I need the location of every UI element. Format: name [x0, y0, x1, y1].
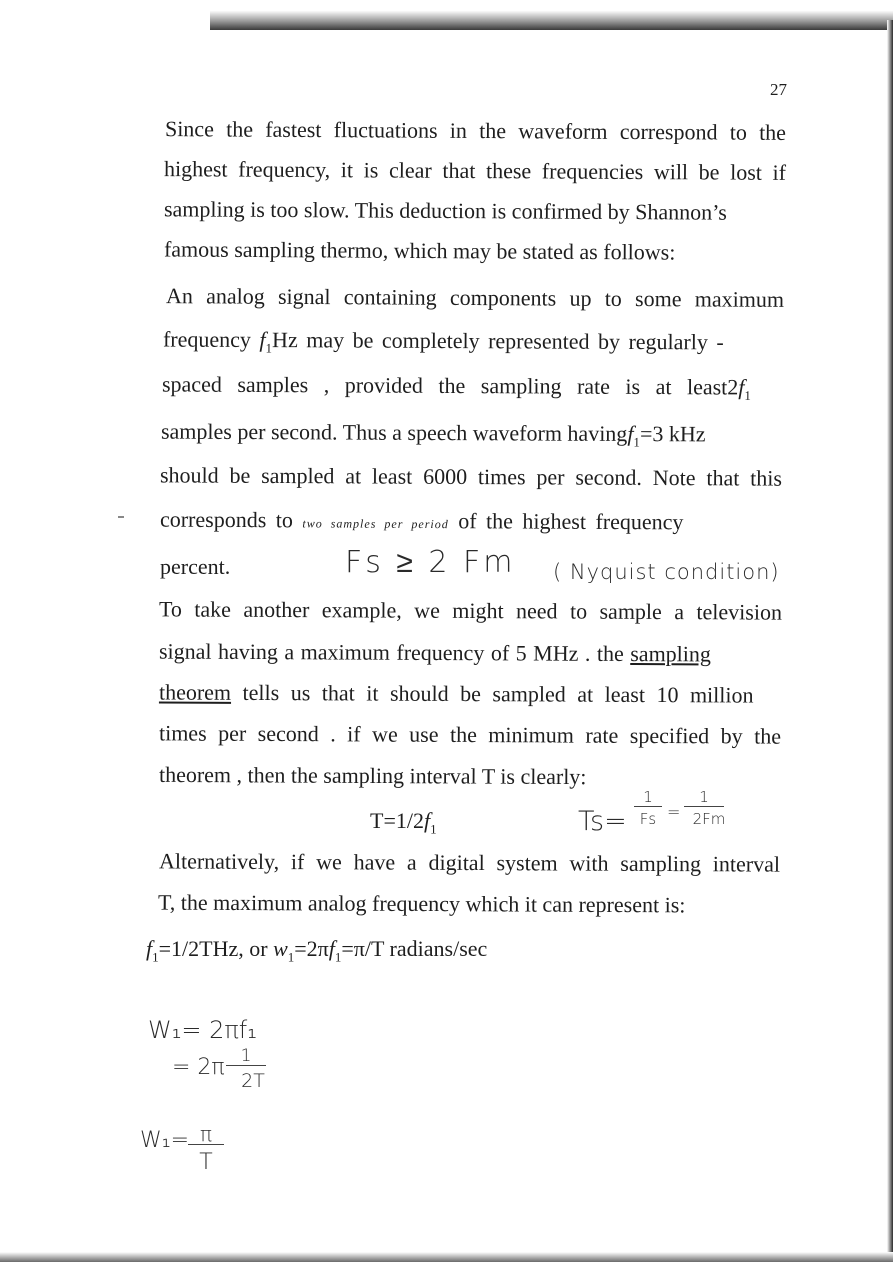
text-run: =1/2THz, or [158, 936, 274, 961]
body-line [159, 681, 754, 706]
math-symbol-f: f [423, 808, 431, 833]
handwritten-fraction-denominator: 2T [241, 1070, 265, 1092]
text-run: signal having a maximum frequency of 5 MHz . the [158, 638, 631, 667]
margin-mark [118, 516, 124, 518]
body-line: Since the fastest fluctuations in the waveform correspond to the [164, 116, 787, 145]
formula-max-frequency [146, 938, 487, 963]
subscript: 1 [287, 949, 295, 965]
body-line [162, 326, 724, 357]
body-line: famous sampling thermo, which may be stated as follows: [163, 236, 676, 265]
body-line: sampling is too slow. This deduction is confirmed by Shannon’s [163, 196, 727, 225]
math-symbol-f: f [738, 374, 745, 400]
body-line: highest frequency, it is clear that these frequencies will be lost if [163, 156, 787, 185]
handwritten-fraction-numerator: 1 [634, 790, 662, 807]
page-number: 27 [770, 80, 787, 99]
underlined-term: theorem [158, 679, 232, 705]
body-line: times per second . if we use the minimum rate specified by the [158, 720, 782, 749]
handwritten-fraction-denominator: 2Fm [692, 810, 726, 828]
subscript: 1 [265, 340, 273, 356]
body-line: An analog signal containing components up to some maximum [165, 283, 785, 312]
text-run: samples per second. Thus a speech waveform having [160, 418, 628, 447]
subscript: 1 [334, 949, 342, 965]
body-line: Alternatively, if we have a digital system with sampling interval [158, 848, 781, 877]
handwritten-equals: = [667, 802, 681, 821]
text-run: =3 kHz [639, 421, 706, 447]
body-line [160, 418, 706, 450]
handwritten-fraction-numerator: 1 [226, 1048, 266, 1066]
handwritten-fraction-denominator: Fs [639, 810, 657, 828]
body-line [162, 373, 751, 401]
math-symbol-f: f [146, 936, 153, 961]
text-run: corresponds to [159, 506, 303, 533]
handwritten-derivation-line1: W₁= 2πf₁ [148, 1016, 257, 1044]
handwritten-derivation-line2: = 2π [172, 1055, 225, 1080]
body-line: theorem , then the sampling interval T is clearly: [158, 761, 587, 790]
subscript: 1 [152, 949, 159, 965]
body-line: T, the maximum analog frequency which it can represent is: [157, 889, 686, 918]
scan-shadow-right [887, 20, 893, 1262]
text-run: T=1/2 [370, 808, 424, 833]
text-run: frequency [162, 326, 260, 353]
scan-shadow-bottom [0, 1252, 893, 1262]
body-line: To take another example, we might need to sample a television [158, 596, 783, 625]
underlined-term: sampling [630, 641, 712, 667]
text-run: Hz may be completely represented by regularly - [272, 327, 724, 355]
text-run: of the highest frequency [448, 508, 684, 535]
text-run: tells us that it should be sampled at least 10 million [231, 679, 754, 708]
math-symbol-f: f [627, 421, 634, 447]
text-run: =2π [294, 936, 329, 961]
handwritten-nyquist-formula: Fs ≥ 2 Fm [345, 545, 516, 580]
math-symbol-f: f [259, 327, 266, 353]
scan-shadow-top [210, 0, 893, 30]
handwritten-ts: Ts= [578, 806, 627, 837]
body-line [159, 506, 684, 535]
handwritten-fraction-denominator: T [199, 1150, 213, 1175]
math-symbol-w: w [273, 936, 288, 961]
formula-sampling-interval [370, 810, 437, 835]
subscript: 1 [633, 434, 640, 450]
text-run: =π/T radians/sec [341, 936, 488, 961]
math-symbol-f: f [328, 936, 335, 961]
text-run: spaced samples , provided the sampling rate is at least2 [161, 371, 739, 400]
body-line: percent. [160, 554, 231, 579]
handwritten-nyquist-label: ( Nyquist condition) [553, 560, 780, 584]
small-italic-text: two samples per period [302, 516, 449, 532]
subscript: 1 [744, 387, 751, 403]
handwritten-fraction-numerator: π [188, 1124, 224, 1145]
body-line: should be sampled at least 6000 times per second. Note that this [159, 462, 783, 491]
subscript: 1 [430, 821, 437, 837]
handwritten-fraction-numerator: 1 [684, 790, 724, 807]
handwritten-derivation-line3: W₁= [140, 1128, 190, 1153]
body-line [158, 638, 712, 667]
